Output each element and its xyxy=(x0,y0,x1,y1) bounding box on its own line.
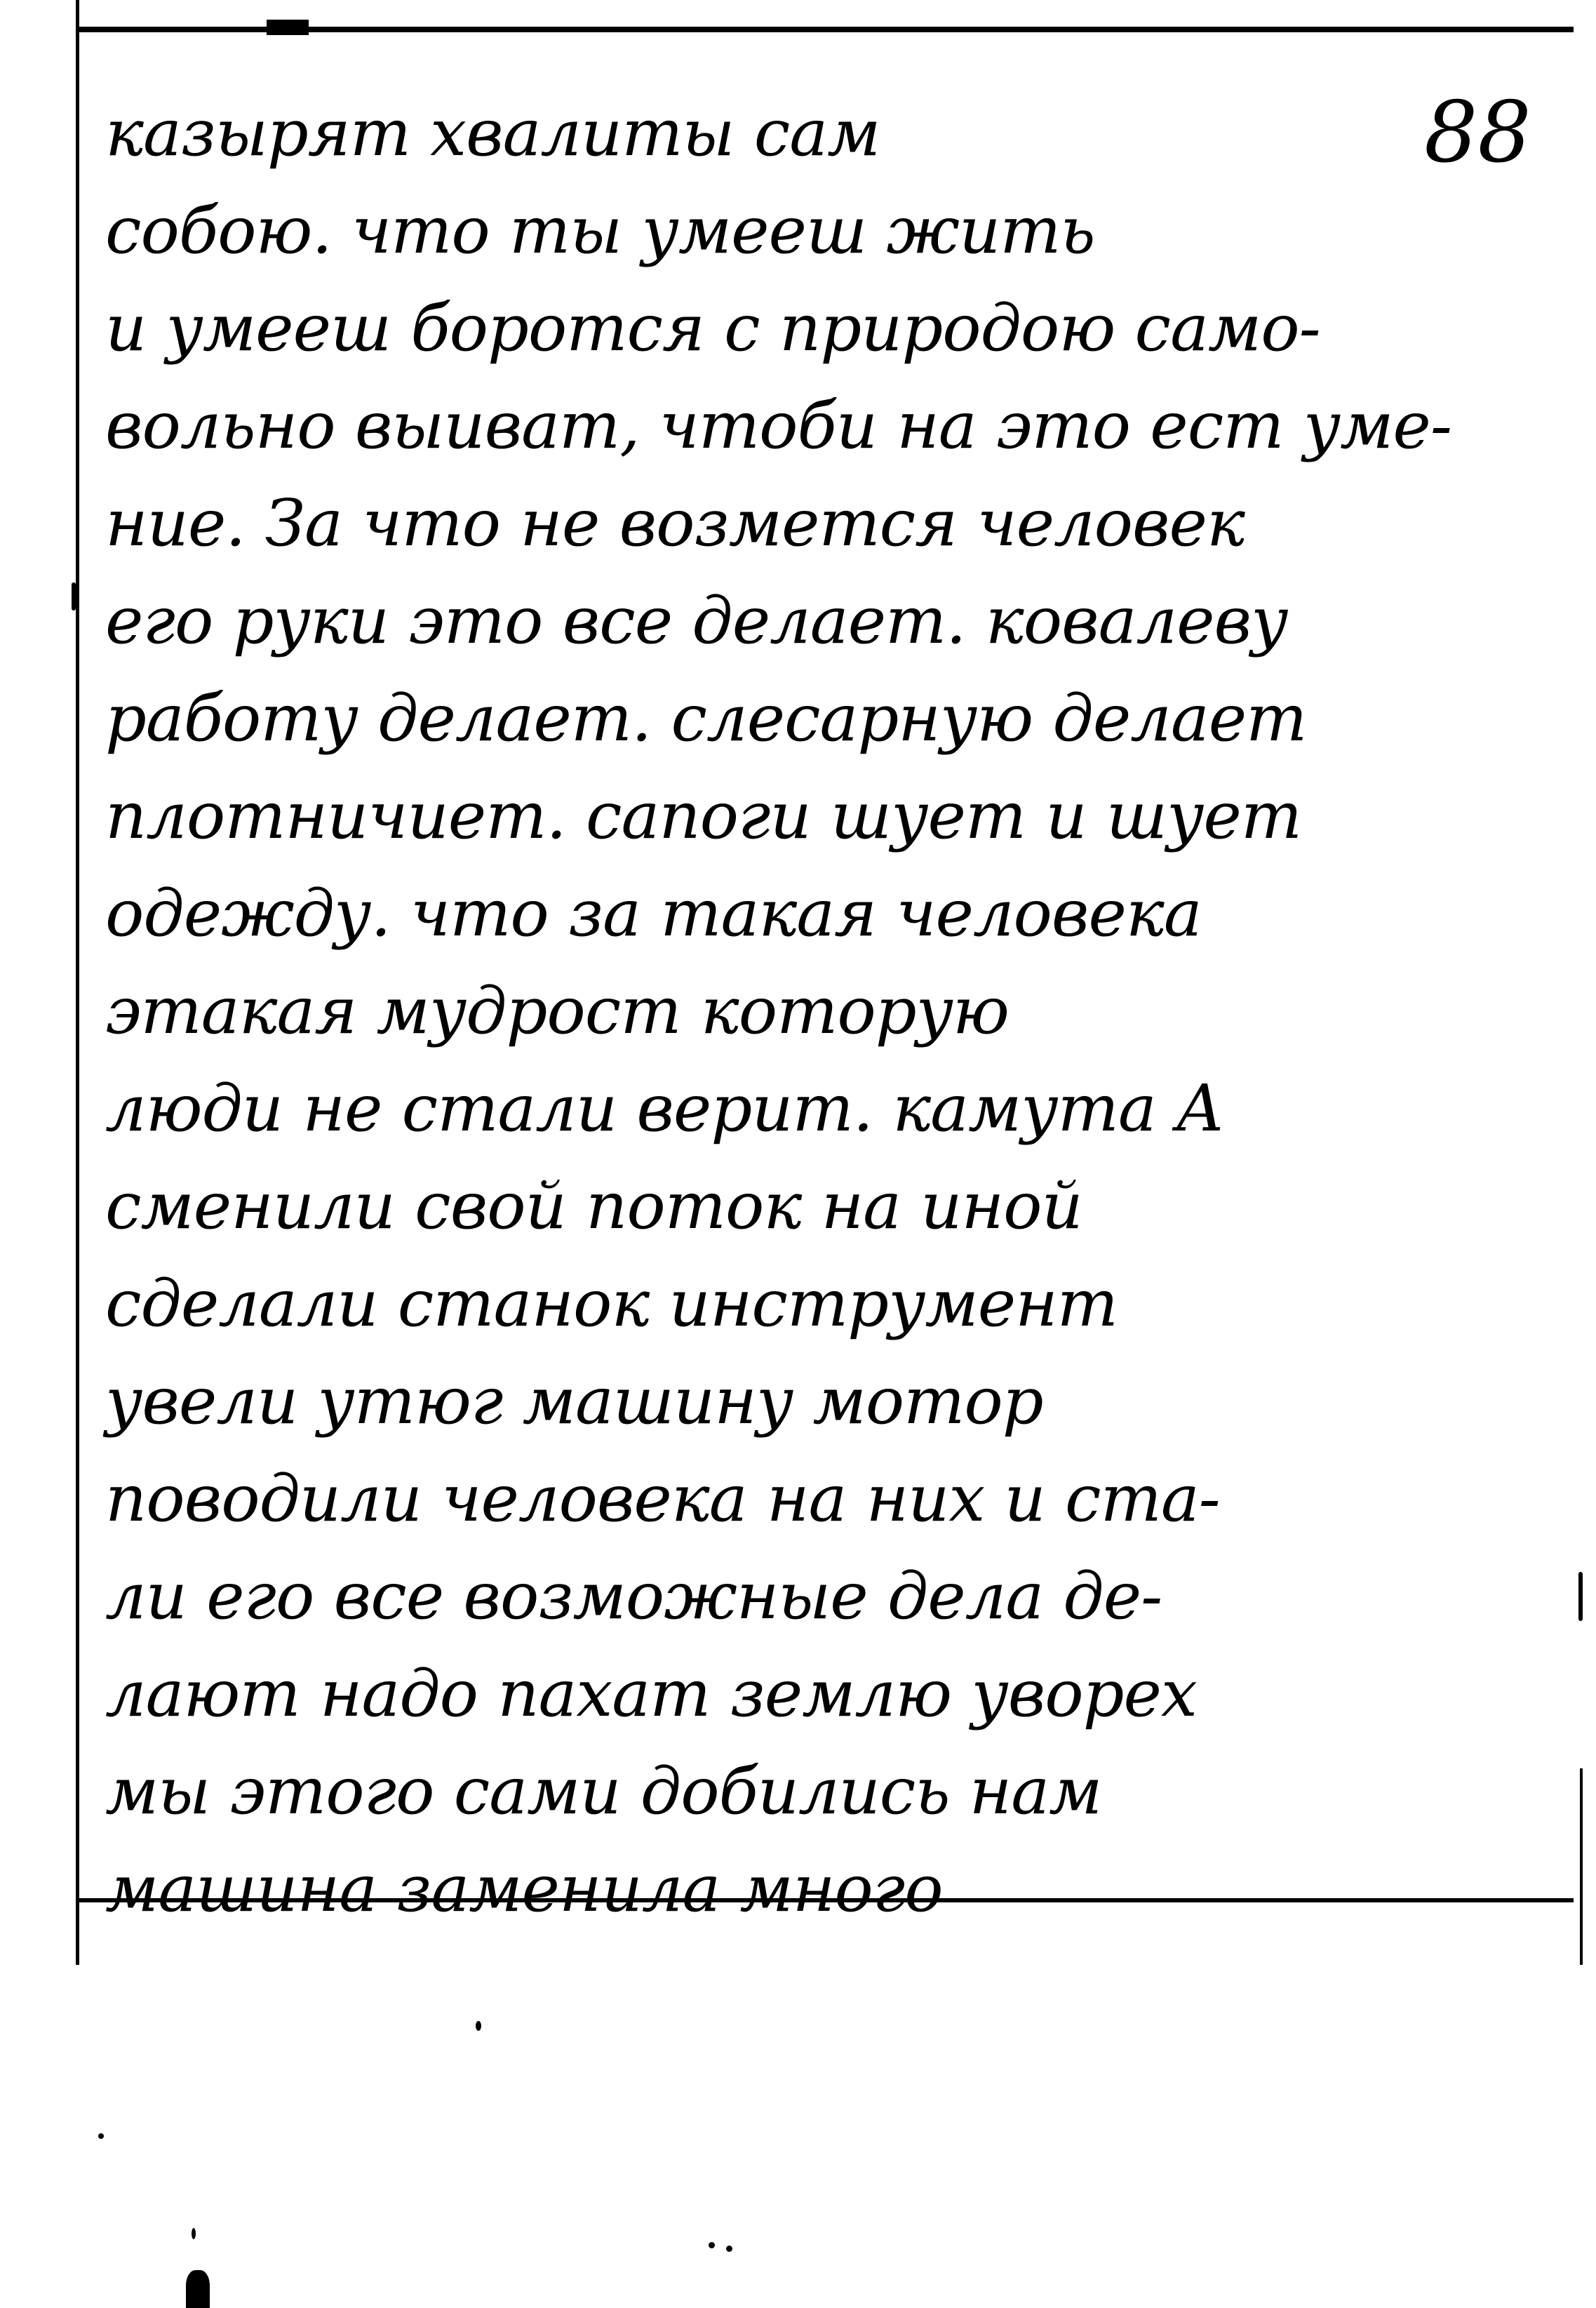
text-line: и умееш боротся с природою само- xyxy=(105,291,1320,366)
text-line: машина заменила много xyxy=(105,1851,943,1926)
scan-speck xyxy=(186,2270,210,2308)
scan-speck xyxy=(192,2228,196,2239)
text-line: казырят хвалиты сам xyxy=(105,95,880,171)
text-line: одежду. что за такая человека xyxy=(105,876,1202,951)
text-line: работу делает. слесарную делает xyxy=(105,681,1307,756)
text-line: увели утюг машину мотор xyxy=(105,1363,1043,1439)
text-line: ли его все возможные дела де- xyxy=(105,1559,1162,1634)
text-line: его руки это все делает. ковалеву xyxy=(105,583,1288,658)
text-line: люди не стали верит. камута А xyxy=(105,1071,1224,1146)
scan-speck xyxy=(72,582,76,611)
text-line: ние. За что не возмется человек xyxy=(105,486,1245,561)
text-line: лают надо пахат землю уворех xyxy=(105,1656,1197,1731)
text-line: вольно выиват, чтоби на это ест уме- xyxy=(105,388,1451,463)
text-line: мы этого сами добились нам xyxy=(105,1754,1102,1829)
handwritten-text xyxy=(105,84,1522,1937)
scan-speck xyxy=(1578,1572,1583,1621)
scan-speck xyxy=(98,2133,104,2139)
text-line: этакая мудрост которую xyxy=(105,973,1010,1048)
scan-speck xyxy=(709,2242,715,2248)
text-line: поводили человека на них и ста- xyxy=(105,1461,1220,1536)
scan-speck xyxy=(726,2246,732,2252)
text-line: сменили свой поток на иной xyxy=(105,1168,1082,1243)
page-number: 88 xyxy=(1424,84,1531,182)
right-edge-line xyxy=(1580,1768,1583,1965)
scan-speck xyxy=(476,2021,481,2031)
text-line: плотничиет. сапоги шует и шует xyxy=(105,778,1302,853)
text-line: собою. что ты умееш жить xyxy=(105,193,1095,268)
top-rule-thick xyxy=(267,20,309,35)
left-margin-line xyxy=(76,0,79,1965)
text-line: сделали станок инструмент xyxy=(105,1266,1118,1341)
